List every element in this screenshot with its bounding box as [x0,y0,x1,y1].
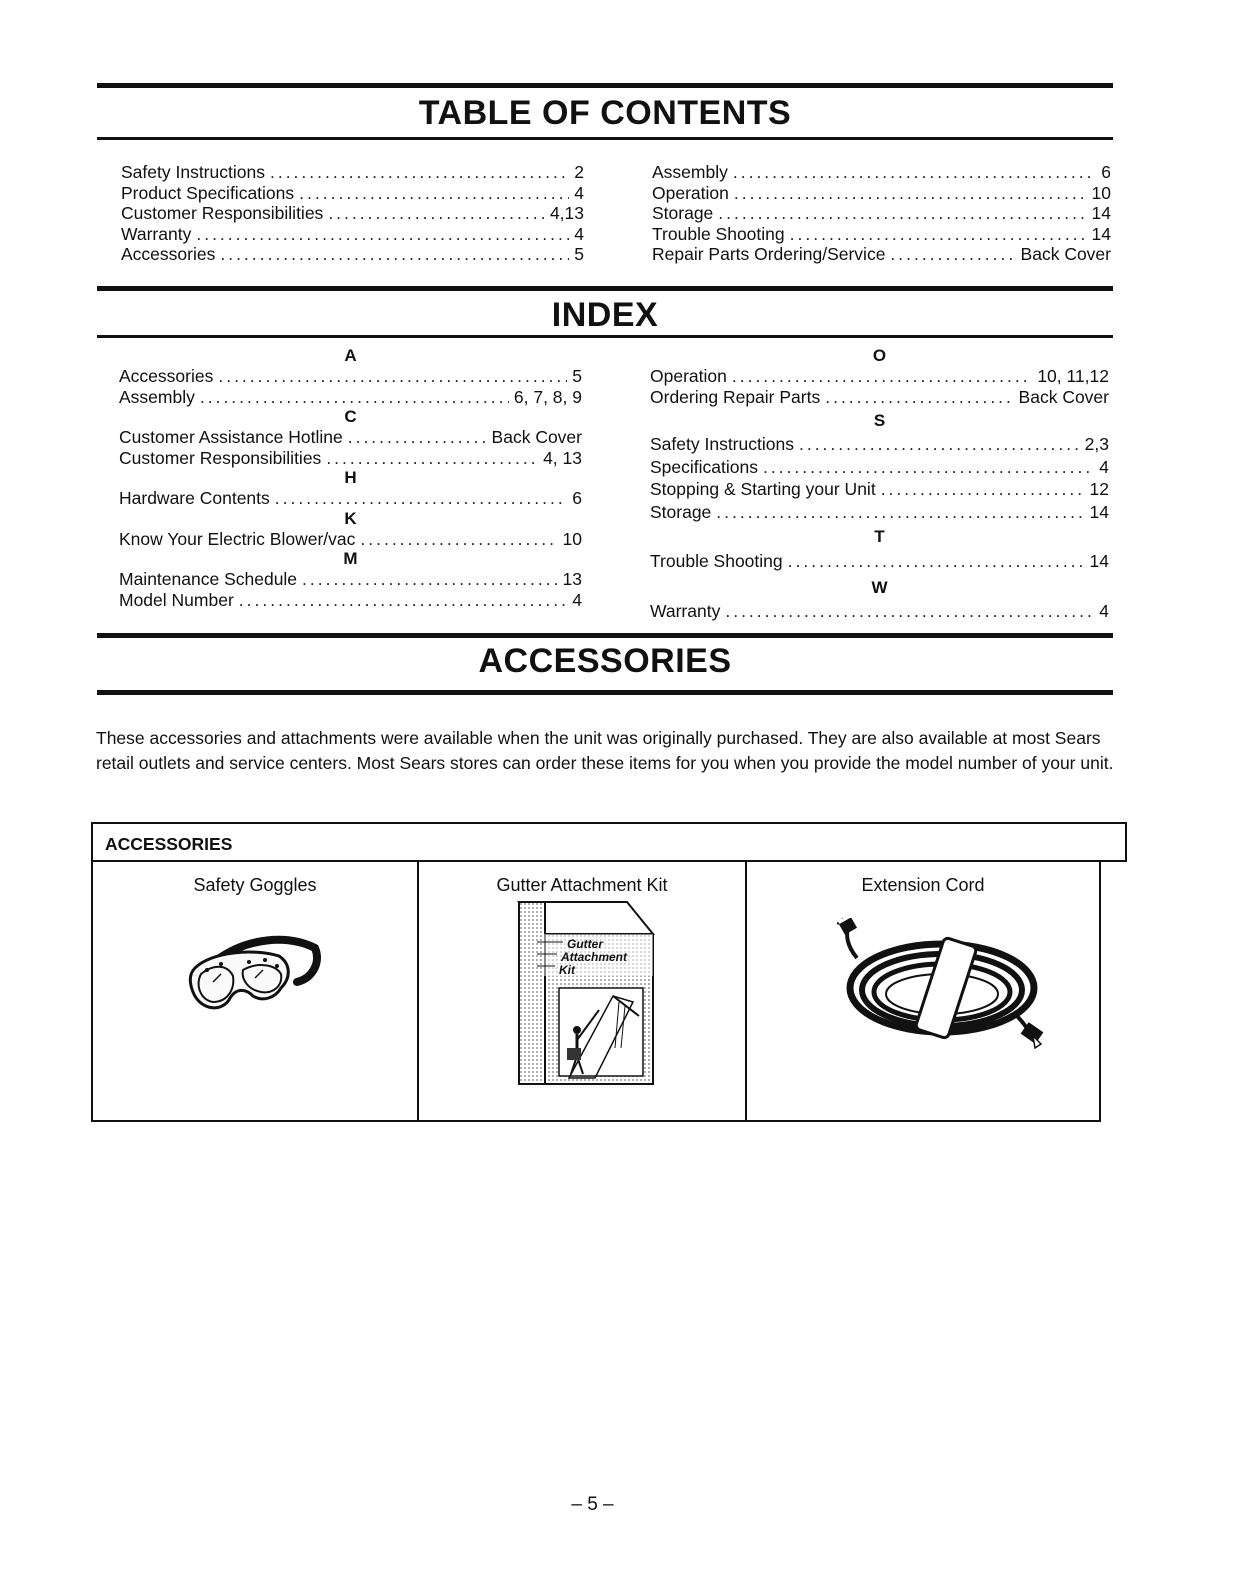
index-entry: Operation ..... 10, 11,12 [650,366,1109,387]
safety-goggles-icon [187,922,322,1022]
kit-box-label: Gutter [567,937,603,951]
accessories-bottom-rule [97,690,1113,695]
index-top-rule [97,286,1113,291]
toc-left-column [121,162,584,265]
toc-top-rule [97,83,1113,88]
index-letter-a: A [344,346,357,365]
index-entry: Warranty ..... 4 [650,601,1109,622]
toc-entry: Storage ..... 14 [652,203,1111,224]
accessories-title: ACCESSORIES [478,642,732,680]
toc-entry: Safety Instructions ..... 2 [121,162,584,183]
index-letter-t: T [874,527,885,546]
toc-heading-band [97,83,1113,140]
index-heading-band [97,286,1113,338]
page-number: – 5 – [571,1494,614,1515]
toc-entry: Product Specifications ..... 4 [121,183,584,204]
index-entry: Ordering Repair Parts ..... Back Cover [650,387,1109,408]
index-entry: Trouble Shooting ..... 14 [650,551,1109,572]
accessory-name: Safety Goggles [193,875,317,895]
index-entry: Assembly ..... 6, 7, 8, 9 [119,387,582,408]
accessories-top-rule [97,633,1113,638]
index-right-column [650,346,1109,621]
toc-right-column [652,162,1111,265]
index-letter-c: C [344,407,357,426]
index-entry: Accessories ..... 5 [119,366,582,387]
index-entry: Stopping & Starting your Unit ..... 12 [650,479,1109,500]
index-entry: Safety Instructions ..... 2,3 [650,434,1109,455]
accessory-name: Gutter Attachment Kit [496,875,668,895]
toc-entry: Repair Parts Ordering/Service ..... Back Cover [652,244,1111,265]
index-entry: Specifications ..... 4 [650,457,1109,478]
index-letter-s: S [873,411,886,430]
index-entry: Maintenance Schedule ..... 13 [119,569,582,590]
index-letter-m: M [343,549,358,568]
accessory-name: Extension Cord [861,875,985,895]
toc-entry: Warranty ..... 4 [121,224,584,245]
toc-title: TABLE OF CONTENTS [418,94,792,132]
accessories-table-header: ACCESSORIES [91,822,1127,862]
index-entry: Customer Responsibilities ..... 4, 13 [119,448,582,469]
index-letter-w: W [871,577,888,597]
toc-entry: Assembly ..... 6 [652,162,1111,183]
index-entry: Model Number ..... 4 [119,590,582,611]
index-entry: Hardware Contents ..... 6 [119,488,582,509]
accessories-intro-paragraph: These accessories and attachments were available when the unit was originally purchased. They are also available at most Sears retail outlets and service centers. Most Sears stores can order these items for you when you provide the model number of your unit. [96,728,1114,773]
index-bottom-rule [97,335,1113,338]
accessory-cell-extension-cord [745,860,1099,1120]
index-letter-o: O [872,346,887,365]
index-entry: Storage ..... 14 [650,502,1109,523]
toc-bottom-rule [97,137,1113,140]
accessory-cell-safety-goggles [93,860,417,1120]
accessory-cell-gutter-kit [417,860,745,1120]
index-letter-k: K [344,508,357,528]
index-letter-h: H [344,468,357,487]
extension-cord-icon [837,918,1047,1058]
toc-entry: Trouble Shooting ..... 14 [652,224,1111,245]
index-title: INDEX [551,296,659,334]
toc-entry: Operation ..... 10 [652,183,1111,204]
accessories-heading-band [97,633,1113,695]
kit-box-label: Attachment [561,950,628,964]
index-entry: Know Your Electric Blower/vac ..... 10 [119,529,582,550]
toc-entry: Customer Responsibilities ..... 4,13 [121,203,584,224]
index-left-column [119,346,582,610]
toc-entry: Accessories ..... 5 [121,244,584,265]
gutter-kit-box-icon [515,898,655,1088]
index-entry: Customer Assistance Hotline ..... Back Cover [119,427,582,448]
kit-box-label: Kit [559,963,575,977]
accessories-grid [91,860,1101,1122]
